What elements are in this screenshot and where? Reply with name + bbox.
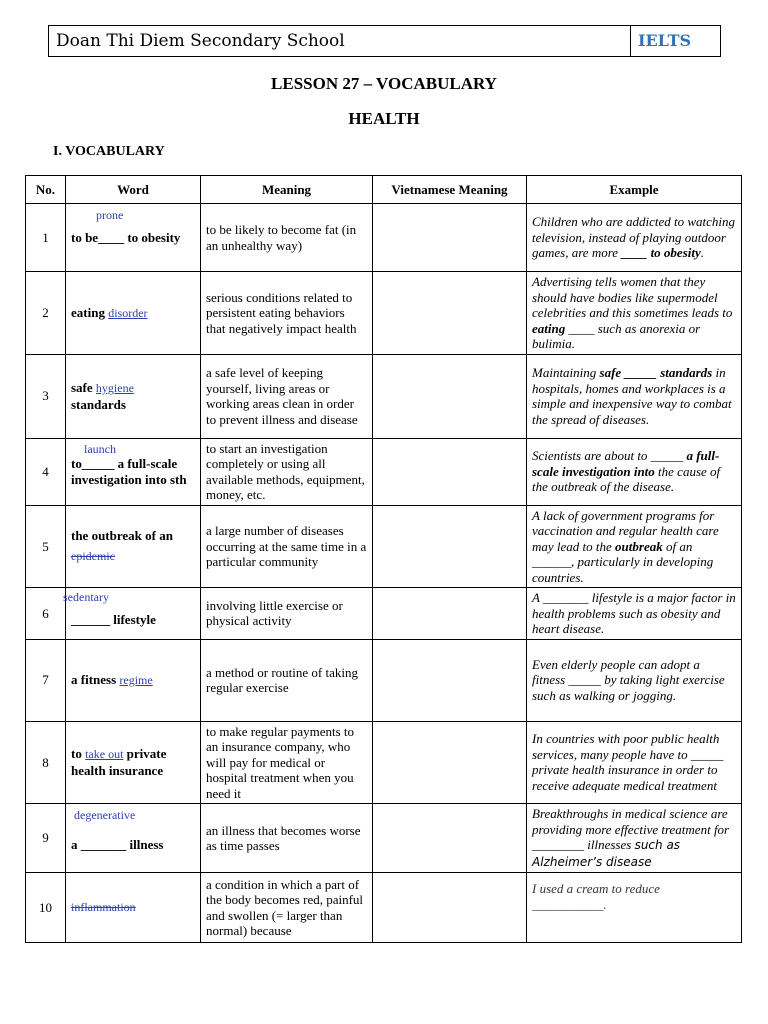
word-blank: _______ xyxy=(80,837,127,853)
word-cell xyxy=(66,354,201,438)
meaning-cell: to start an investigation completely or using all available methods, equipment, money, etc. xyxy=(201,438,373,505)
row-number: 9 xyxy=(26,804,66,873)
table-row xyxy=(26,804,742,873)
table-row xyxy=(26,438,742,505)
handwritten-answer: take out xyxy=(85,747,124,762)
table-row xyxy=(26,721,742,804)
row-number: 4 xyxy=(26,438,66,505)
example-cell xyxy=(527,505,742,588)
lesson-title: LESSON 27 – VOCABULARY xyxy=(271,74,497,93)
example-text: Advertising tells women that they should have bodies like supermodel celebrities and this sometimes leads to xyxy=(532,274,733,320)
vietnamese-cell[interactable] xyxy=(373,354,527,438)
meaning-cell: to make regular payments to an insurance company, who will pay for medical or hospital treatment when you need it xyxy=(201,721,373,804)
example-cell xyxy=(527,804,742,873)
vietnamese-cell[interactable] xyxy=(373,204,527,272)
table-row xyxy=(26,505,742,588)
handwritten-answer: sedentary xyxy=(63,590,109,604)
vietnamese-cell[interactable] xyxy=(373,804,527,873)
handwritten-answer: prone xyxy=(96,208,124,222)
word-text: standards xyxy=(71,396,126,412)
example-text: Scientists are about to _____ xyxy=(532,448,687,464)
example-keyword: eating xyxy=(532,320,566,336)
example-cell xyxy=(527,721,742,804)
section-heading: I. VOCABULARY xyxy=(53,144,165,159)
handwritten-answer: launch xyxy=(84,441,116,456)
school-name: Doan Thi Diem Secondary School xyxy=(56,31,345,51)
table-header-row xyxy=(26,176,742,204)
vietnamese-cell[interactable] xyxy=(373,438,527,505)
word-blank: ____ xyxy=(98,229,125,245)
word-cell xyxy=(66,272,201,355)
handwritten-answer: epidemic xyxy=(71,549,115,564)
meaning-cell: serious conditions related to persistent eating behaviors that negatively impact health xyxy=(201,272,373,355)
example-text: Maintaining xyxy=(532,365,600,380)
example-text: Children who are addicted to watching television, instead of playing outdoor games, are more xyxy=(532,214,736,261)
subject-label: IELTS xyxy=(630,26,720,56)
word-text: to be xyxy=(71,229,99,245)
example-blank: ____ xyxy=(621,245,648,261)
row-number: 5 xyxy=(26,505,66,588)
word-cell xyxy=(66,721,201,804)
example-cell xyxy=(527,873,742,943)
meaning-cell: a safe level of keeping yourself, living areas or working areas clean in order to prevent illness and disease xyxy=(201,354,373,438)
vietnamese-cell[interactable] xyxy=(373,721,527,804)
word-blank: ______ xyxy=(71,611,110,627)
word-text: a full-scale investigation into sth xyxy=(71,456,187,487)
row-number: 3 xyxy=(26,354,66,438)
meaning-cell: a large number of diseases occurring at the same time in a particular community xyxy=(201,505,373,588)
header-box xyxy=(48,25,721,57)
example-text: Even elderly people can adopt a fitness _____ by taking light exercise such as walking or jogging. xyxy=(532,656,725,703)
row-number: 7 xyxy=(26,639,66,721)
handwritten-answer: disorder xyxy=(108,305,148,320)
row-number: 2 xyxy=(26,272,66,355)
row-number: 6 xyxy=(26,588,66,640)
word-cell xyxy=(63,588,201,640)
handwritten-answer: inflammation xyxy=(71,900,136,915)
meaning-cell: a method or routine of taking regular exercise xyxy=(201,639,373,721)
row-number: 10 xyxy=(26,873,66,943)
table-row xyxy=(26,204,742,272)
word-text: to xyxy=(71,746,86,762)
vietnamese-cell[interactable] xyxy=(373,505,527,588)
handwritten-answer: degenerative xyxy=(74,808,136,822)
word-cell xyxy=(66,639,201,721)
word-cell xyxy=(66,873,201,943)
word-cell xyxy=(66,804,201,873)
meaning-cell: an illness that becomes worse as time passes xyxy=(201,804,373,873)
meaning-cell: to be likely to become fat (in an unhealthy way) xyxy=(201,204,373,272)
meaning-cell: involving little exercise or physical activity xyxy=(201,588,373,640)
topic-title: HEALTH xyxy=(348,109,420,128)
header-meaning: Meaning xyxy=(201,176,373,204)
word-text: the outbreak of an xyxy=(71,527,173,543)
example-text: the cause of the outbreak of the disease. xyxy=(532,463,721,495)
header-no: No. xyxy=(26,176,66,204)
vietnamese-cell[interactable] xyxy=(373,588,527,640)
word-text: eating xyxy=(71,304,109,320)
table-row xyxy=(26,354,742,438)
example-text: I used a cream to reduce ___________. xyxy=(532,881,660,912)
header-word: Word xyxy=(66,176,201,204)
word-text: to xyxy=(71,456,82,471)
vietnamese-cell[interactable] xyxy=(373,639,527,721)
example-cell xyxy=(527,639,742,721)
example-keyword: safe _____ standards xyxy=(599,365,713,380)
word-text: lifestyle xyxy=(110,611,156,627)
header-vietnamese: Vietnamese Meaning xyxy=(373,176,527,204)
word-text: to obesity xyxy=(124,229,181,245)
example-text: ____ such as anorexia or bulimia. xyxy=(532,320,701,351)
word-text: a fitness xyxy=(71,671,120,687)
word-text: safe xyxy=(71,380,96,395)
word-text: illness xyxy=(126,837,164,853)
example-text: A lack of government programs for vaccination and regular health care may lead to the xyxy=(532,507,719,554)
word-text: a xyxy=(71,837,81,853)
example-text: such as Alzheimer’s disease xyxy=(532,838,681,869)
example-cell xyxy=(527,438,742,505)
example-text: of an ______, particularly in developing countries. xyxy=(532,538,714,585)
example-cell xyxy=(527,272,742,355)
table-row xyxy=(26,588,742,640)
example-cell xyxy=(527,204,742,272)
handwritten-answer: regime xyxy=(119,672,153,687)
example-text: In countries with poor public health services, many people have to _____ private health insurance in order to receive adequate medical treatment xyxy=(532,731,724,793)
word-text: private health insurance xyxy=(71,746,167,778)
table-row xyxy=(26,639,742,721)
example-cell xyxy=(527,588,742,640)
vietnamese-cell[interactable] xyxy=(373,272,527,355)
row-number: 1 xyxy=(26,204,66,272)
word-cell xyxy=(66,204,201,272)
row-number: 8 xyxy=(26,721,66,804)
word-cell xyxy=(66,438,201,505)
example-text: Breakthroughs in medical science are providing more effective treatment for ________ illnesses xyxy=(532,806,730,852)
meaning-cell: a condition in which a part of the body becomes red, painful and swollen (= larger than normal) because xyxy=(201,873,373,943)
header-example: Example xyxy=(527,176,742,204)
example-text: in hospitals, homes and workplaces is a simple and inexpensive way to combat the spread of diseases. xyxy=(532,365,732,427)
word-blank: _____ xyxy=(81,456,115,471)
handwritten-answer: hygiene xyxy=(95,381,134,395)
vietnamese-cell[interactable] xyxy=(373,873,527,943)
table-row xyxy=(26,272,742,355)
example-text: . xyxy=(700,245,704,261)
vocabulary-table xyxy=(25,175,742,943)
example-text: A _______ lifestyle is a major factor in health problems such as obesity and heart disease. xyxy=(532,590,736,636)
example-keyword: a full-scale investigation into xyxy=(532,448,720,479)
word-cell xyxy=(66,505,201,588)
example-keyword: outbreak xyxy=(615,538,663,554)
table-row xyxy=(26,873,742,943)
example-keyword: to obesity xyxy=(647,245,701,261)
example-cell xyxy=(527,354,742,438)
